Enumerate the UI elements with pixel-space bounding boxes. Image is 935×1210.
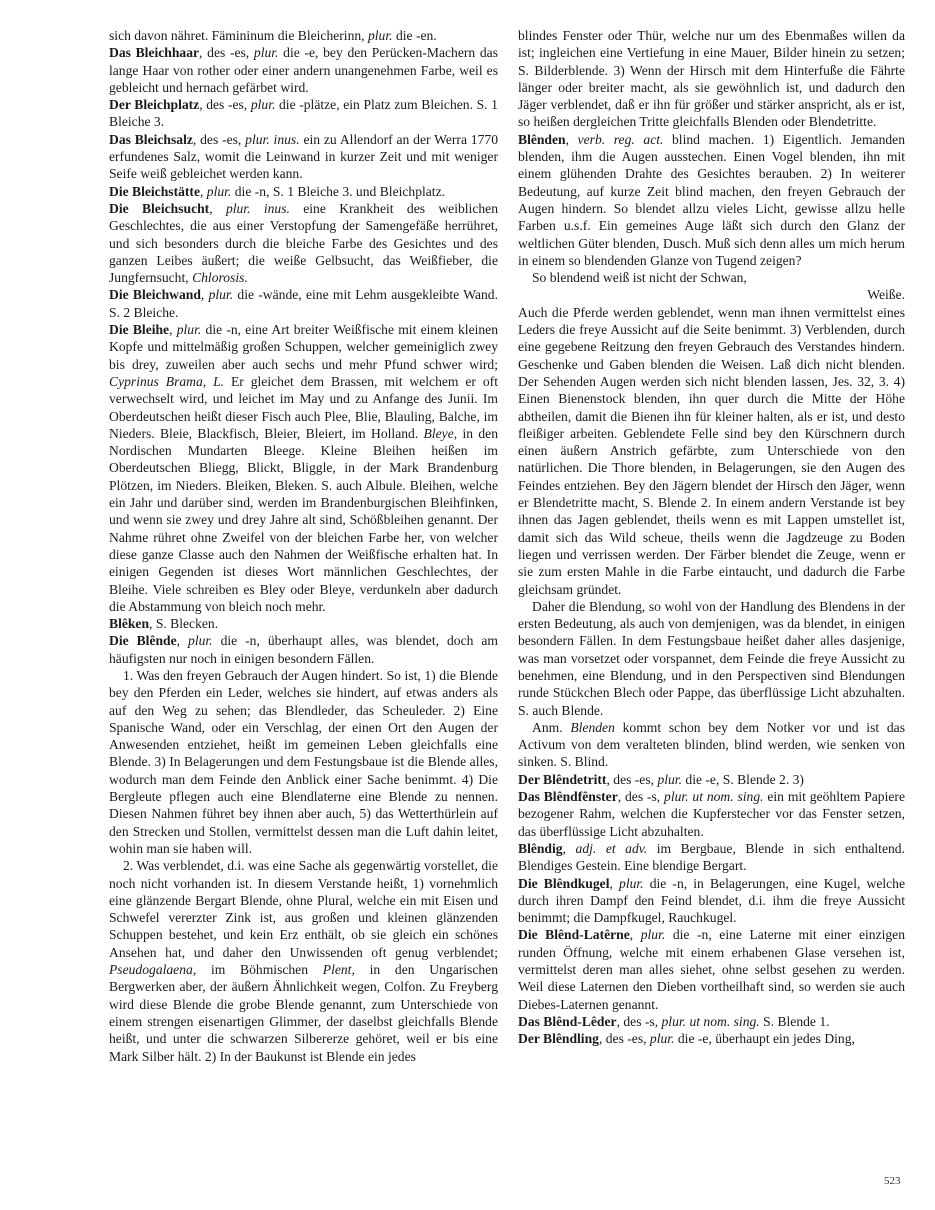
text-run: 1. Was den freyen Gebrauch der Augen hindert. So ist, 1) die Blende bey den Pferden ein Leder, welches sie hindert, auf etwas anders als auf den Weg zu sehen; das Blendleder, das Scheuleder. 2) Eine Spanische Wand, oder ein Verschlag, der einen Ort den Augen der Anwesenden entziehet, heißt im gemeinen Leben gleichfalls eine Blende. 3) In Belagerungen und dem Festungsbaue ist die Blende alles, wodurch man dem Feinde den Anblick einer Sache benimmt. 4) Die Bergleute pflegen auch eine Blendlaterne eine Blende zu nennen. Diesen Nahmen führet bey ihnen aber auch, 5) das Wetterthürlein auf den Strecken und Stollen, vermittelst dessen man die Luft dahin leitet, wohin man sie haben will. xyxy=(109,667,498,856)
paragraph xyxy=(518,27,905,131)
text-run: die -n, S. 1 Bleiche 3. und Bleichplatz. xyxy=(231,183,446,199)
paragraph xyxy=(518,719,905,771)
text-run: S. Blende 1. xyxy=(759,1013,830,1029)
text-run: die -en. xyxy=(392,28,437,43)
text-run: im Bergbaue, Blende in sich enthaltend. Blendiges Gestein. Eine blendige Bergart. xyxy=(518,840,905,874)
italic-text: plur. ut nom. sing. xyxy=(664,789,764,805)
paragraph xyxy=(518,131,905,269)
text-run: ein zu Allendorf an der Werra 1770 erfundenes Salz, womit die Leinwand in kurzer Zeit und mit weniger Seife weiß gebleichet werden kann. xyxy=(109,131,498,182)
text-run: , des -es, xyxy=(606,771,658,787)
italic-text: plur. xyxy=(619,875,644,891)
italic-text: plur. inus. xyxy=(245,131,300,147)
text-run: , S. Blecken. xyxy=(149,616,219,632)
italic-text: plur. inus. xyxy=(225,200,290,216)
text-run: die -n, eine Laterne mit einer einzigen runden Öffnung, welche mit einem erhabenen Glase versehen ist, vermittelst deren man alles siehet, ohne selbst gesehen zu werden. Weil diese Laternen den Dieben vortheilhaft sind, so werden sie auch Diebes-Laternen genannt. xyxy=(518,927,906,1012)
paragraph xyxy=(518,286,905,303)
paragraph xyxy=(518,304,905,598)
paragraph xyxy=(109,667,498,857)
paragraph xyxy=(518,788,905,840)
text-run: , xyxy=(565,131,578,147)
headword: Die Blênd-Latêrne xyxy=(518,927,630,943)
text-run: Weiße. xyxy=(867,287,905,303)
text-run: Anm. xyxy=(532,719,571,735)
headword: Die Bleichstätte xyxy=(109,183,200,199)
text-run: , des -es, xyxy=(199,97,251,113)
text-run: blindes Fenster oder Thür, welche nur um des Ebenmaßes willen da ist; ingleichen eine Vertiefung in eine Mauer, Bilder hinein zu setzen; S. Bilderblende. 3) Wenn der Hirsch mit dem Hinterfuße die Fährte länger oder breiter macht, als sie gewöhnlich ist, und dadurch den Jäger verblendet, daß er ihn für größer und stärker anspricht, als er ist, so heißen dergleichen Tritte gleichfalls Blenden oder Blendetritte. xyxy=(518,28,905,130)
headword: Blênden xyxy=(518,131,566,147)
headword: Das Bleichsalz xyxy=(109,131,193,147)
paragraph xyxy=(109,632,498,667)
text-run: die -e, bey den Perücken-Machern das lange Haar von rother oder einer andern unangenehmen Farbe, weil es gebleicht und hernach gefärbet wird. xyxy=(109,45,498,95)
text-run: So blendend weiß ist nicht der Schwan, xyxy=(532,270,747,286)
paragraph xyxy=(518,598,905,719)
headword: Die Blênde xyxy=(109,633,177,649)
italic-text: Chlorosis. xyxy=(192,270,248,286)
headword: Die Blêndkugel xyxy=(518,875,610,891)
text-run: , xyxy=(629,927,641,943)
page-number: 523 xyxy=(884,1175,901,1187)
paragraph xyxy=(518,1030,905,1047)
text-run: blind machen. 1) Eigentlich. Jemanden blenden, ihm die Augen ausstechen. Einen Vogel blenden, ihn mit einem glühenden Drahte des Gesichtes berauben. 2) In weiterer Bedeutung, auf kurze Zeit blind machen, den freyen Gebrauch der Augen hindern. So blendet allzu vieles Licht, gewisse allzu helle Farben u.s.f. Ein gemeines Auge läßt sich durch den Glanz der weltlichen Güter blenden, Dusch. Muß sich denn alles um mich herum in einem so blendenden Glanze von Tugend zeigen? xyxy=(518,131,905,268)
paragraph xyxy=(109,321,498,615)
text-run: , xyxy=(609,875,620,891)
text-run: in den Nordischen Mundarten Bleege. Kleine Bleihen heißen im Oberdeutschen Bliegg, Blickt, Bliggle, in der Mark Brandenburg Plötzen, im Nieders. Bleiken, Bleken. S. auch Albule. Bleihen, welche ein Jahr und darüber sind, werden im Brandenburgischen Bleihfinken, und wenn sie zwey und drey Jahre alt sind, Schößbleihen genannt. Der Nahme rühret ohne Zweifel von der bleichen Farbe her, von welcher diese ganze Classe auch den Nahmen der Weißfische erhalten hat. In einigen Gegenden ist dieses Wort männlichen Geschlechtes, der Bleihe. Viele schreiben es Bley oder Bleye, verdunkeln aber dadurch die Abstammung von bleich noch mehr. xyxy=(109,425,498,614)
headword: Die Bleihe xyxy=(109,322,170,338)
paragraph xyxy=(109,200,498,286)
text-run: die -plätze, ein Platz zum Bleichen. S. 1 Bleiche 3. xyxy=(109,97,498,130)
headword: Der Blêndling xyxy=(518,1031,599,1047)
italic-text: Cyprinus Brama, L. xyxy=(109,373,225,389)
text-run: sich davon nähret. Fämininum die Bleicherinn, xyxy=(109,28,368,43)
text-run: eine Krankheit des weiblichen Geschlechtes, die aus einer Verstopfung der Samengefäße herrühret, und sich besonders durch die bleiche Farbe des Gesichtes und des ganzen Leibes äußert; die weiße Gelbsucht, das Weißfieber, die Jungfernsucht, xyxy=(109,200,498,286)
paragraph xyxy=(109,286,498,321)
text-run: , des -es, xyxy=(598,1031,650,1047)
text-run: Daher die Blendung, so wohl von der Handlung des Blendens in der ersten Bedeutung, als auch von demjenigen, was da blendet, in einigen besondern Fällen. In dem Festungsbaue heißet daher alles dasjenige, was man vorsetzet oder vorspannet, dem Feinde die freye Aussicht zu benehmen, eine Blendung, und in den Perspectiven sind Blendungen runde Stückchen Blech oder Pappe, das überflüssige Licht abzuhalten. S. auch Blende. xyxy=(518,598,905,718)
italic-text: verb. reg. act. xyxy=(577,131,664,147)
italic-text: plur. ut nom. sing. xyxy=(661,1013,760,1029)
paragraph xyxy=(109,183,498,200)
italic-text: Pseudogalaena, xyxy=(109,962,197,978)
text-run: kommt schon bey dem Notker vor und ist das Activum von dem veralteten blinden, blind werden, wie senken von sinken. S. Blind. xyxy=(518,719,905,770)
headword: Das Blêndfênster xyxy=(518,789,618,805)
paragraph xyxy=(518,875,905,927)
text-run: die -n, eine Art breiter Weißfische mit einem kleinen Kopfe und mittelmäßig großen Schuppen, welcher gemeiniglich zwey bis drey, zuweilen aber auch sechs und mehr Pfund schwer wird; xyxy=(109,322,499,372)
paragraph xyxy=(518,840,905,875)
text-run: die -wände, eine mit Lehm ausgekleibte Wand. S. 2 Bleiche. xyxy=(109,287,498,320)
italic-text: plur. xyxy=(367,28,393,43)
headword: Das Bleichhaar xyxy=(109,45,200,61)
text-run: , des -es, xyxy=(199,45,254,61)
italic-text: adj. et adv. xyxy=(575,840,648,856)
text-run: die -e, S. Blende 2. 3) xyxy=(682,771,804,787)
text-run: , xyxy=(176,633,189,649)
paragraph xyxy=(109,131,498,183)
italic-text: plur. xyxy=(649,1031,675,1047)
headword: Blêken xyxy=(109,616,150,632)
italic-text: plur. xyxy=(188,633,213,649)
left-column xyxy=(109,27,498,1065)
text-run: , des -s, xyxy=(617,789,665,805)
italic-text: plur. xyxy=(640,927,666,943)
headword: Blêndig xyxy=(518,840,563,856)
paragraph xyxy=(109,96,498,131)
text-run: Auch die Pferde werden geblendet, wenn man ihnen vermittelst eines Leders die freye Aussicht auf die Seite benimmt. 3) Verblenden, durch eine gegebene Reitzung den freyen Gebrauch des Verstandes hindern. Geschenke und Gaben blenden die Weisen. Laß dich nicht blenden. Der Sehenden Augen werden sich nicht blenden lassen, Jes. 32, 3. 4) Einen Bienenstock blenden, ihn quer durch die Mitte der Höhe abtheilen, damit die Bienen ihn für kleiner halten, als er ist, und desto fleißiger arbeiten. Geblendete Felle sind bey den Kürschnern durch einen äußern Anstrich gefärbte, zum Unterschiede von den natürlichen. Die Thore blenden, in Belagerungen, sie den Augen des Feindes entziehen. Bey den Jägern blendet der Hirsch den Jäger, wenn er Blendetritte macht, S. Blende 2. In einem andern Verstande ist bey ihnen das Jagen geblendet, theils wenn es mit Lappen umstellet ist, damit sich das Wild scheue, theils wenn die Jagdzeuge zu Boden liegen und verrissen werden. Der Färber blendet die Zeuge, wenn er sie zum ersten Mahle in die Farbe eintaucht, und dadurch die Farbe gleichsam gründet. xyxy=(518,304,905,597)
right-column xyxy=(518,27,905,1048)
text-run: ein mit geöhltem Papiere bezogener Rahm, welchen die Kupferstecher vor das Fenster setzen, das überflüssige Licht abzuhalten. xyxy=(518,789,905,839)
italic-text: plur. xyxy=(206,183,232,199)
text-run: , des -s, xyxy=(616,1013,662,1029)
text-run: , xyxy=(209,200,226,216)
paragraph xyxy=(518,269,905,286)
text-run: die -e, überhaupt ein jedes Ding, xyxy=(674,1031,855,1047)
paragraph xyxy=(109,27,498,44)
text-run: , xyxy=(562,840,576,856)
text-run: 2. Was verblendet, d.i. was eine Sache als gegenwärtig vorstellet, die noch nicht vorhanden ist. In diesem Verstande heißt, 1) vornehmlich eine glänzende Bergart Blende, ohne Plural, welche ein mit Eisen und Schwefel vererzter Zink ist, aus großen und kleinen glänzenden Schuppen bestehet, und kein Erz enthält, ob sie gleich ein schönes Ansehen hat, und daher den Unwissenden oft genug verblendet; xyxy=(109,858,498,960)
paragraph xyxy=(109,44,498,96)
italic-text: plur. xyxy=(250,97,276,113)
italic-text: plur. xyxy=(657,771,682,787)
headword: Die Bleichsucht xyxy=(109,200,210,216)
text-run: , xyxy=(200,287,209,303)
text-run: , xyxy=(199,183,207,199)
headword: Der Blêndetritt xyxy=(518,771,607,787)
headword: Das Blênd-Lêder xyxy=(518,1013,617,1029)
text-run: die -n, überhaupt alles, was blendet, doch am häufigsten nur noch in einigen besondern Fällen. xyxy=(109,633,499,666)
italic-text: plur. xyxy=(176,322,202,338)
paragraph xyxy=(518,771,905,788)
italic-text: Bleye, xyxy=(423,425,458,441)
headword: Die Bleichwand xyxy=(109,287,201,303)
paragraph xyxy=(109,615,498,632)
text-run: die -n, in Belagerungen, eine Kugel, welche durch ihren Dampf den Feind blendet, d.i. ihm die freye Aussicht benimmt; die Dampfkugel, Rauchkugel. xyxy=(518,875,905,926)
text-run: Er gleichet dem Brassen, mit welchem er oft verwechselt wird, und leichet im May und zu Anfange des Junii. Im Oberdeutschen heißt dieser Fisch auch Plee, Blie, Blauling, Balche, im Nieders. Bleie, Blackfisch, Bleier, Bleiert, im Holland. xyxy=(109,373,498,441)
italic-text: plur. xyxy=(253,45,279,61)
italic-text: Blenden xyxy=(570,719,615,735)
paragraph xyxy=(518,926,905,1012)
text-run: , xyxy=(169,322,177,338)
italic-text: Plent, xyxy=(322,962,355,978)
paragraph xyxy=(109,857,498,1065)
text-run: in den Ungarischen Bergwerken aber, der äußern Ähnlichkeit wegen, Colfon. Zu Freyberg wird diese Blende die grobe Blende genannt, zum Unterschiede von einem strengen eisenartigen Glimmer, der daselbst gleichfalls Blende heißt, und unter die schwarzen Silbererze gehöret, weil er bis eine Mark Silber hält. 2) In der Baukunst ist Blende ein jedes xyxy=(109,962,498,1064)
paragraph xyxy=(518,1013,905,1030)
text-run: im Böhmischen xyxy=(196,962,323,978)
italic-text: plur. xyxy=(208,287,234,303)
text-run: , des -es, xyxy=(192,131,246,147)
headword: Der Bleichplatz xyxy=(109,97,200,113)
